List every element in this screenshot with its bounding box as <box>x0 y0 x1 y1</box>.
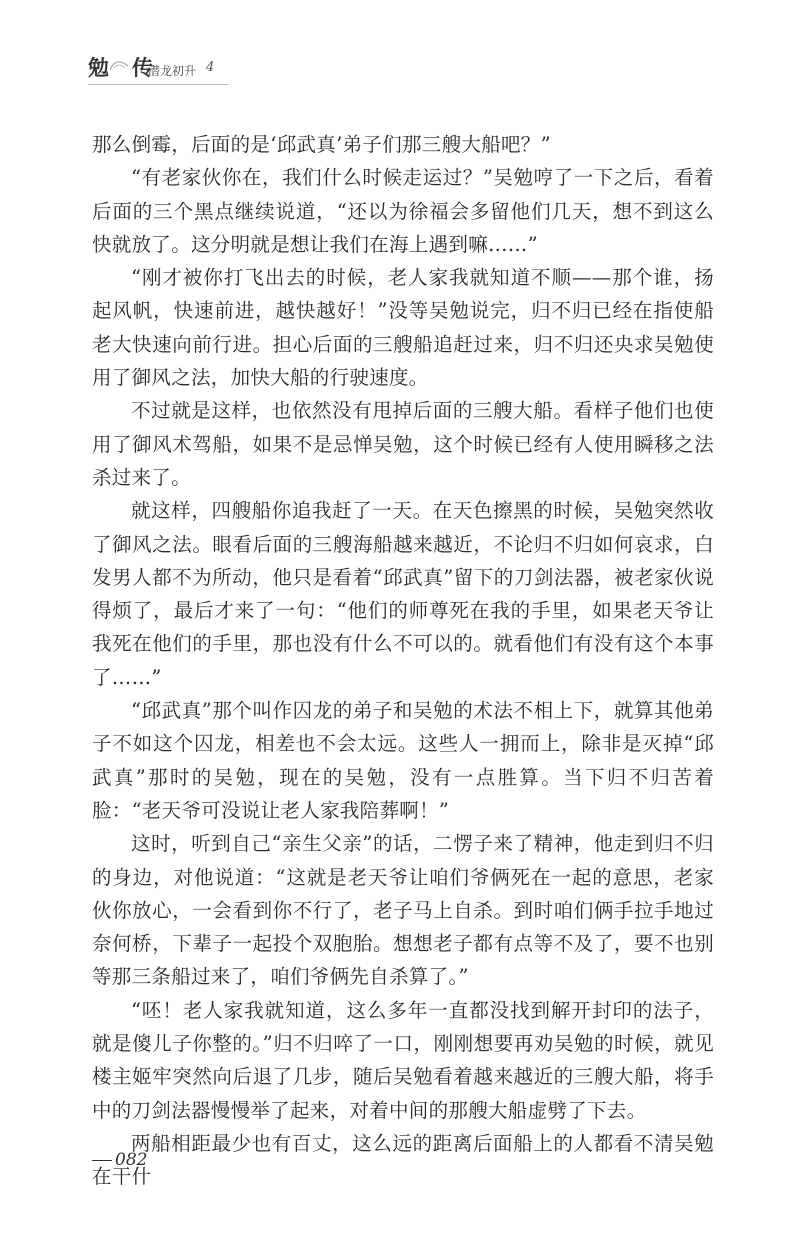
paragraph: 就这样，四艘船你追我赶了一天。在天色擦黑的时候，吴勉突然收了御风之法。眼看后面的三艘海船越来越近，不论归不归如何哀求，白发男人都不为所动，他只是看着“邱武真”留下的刀剑法器，被老家伙说得烦了，最后才来了一句：“他们的师尊死在我的手里，如果老天爷让我死在他们的手里，那也没有什么不可以的。就看他们有没有这个本事了……” <box>92 499 714 689</box>
paragraph: “邱武真”那个叫作囚龙的弟子和吴勉的术法不相上下，就算其他弟子不如这个囚龙，相差也不会太远。这些人一拥而上，除非是灭掉“邱武真”那时的吴勉，现在的吴勉，没有一点胜算。当下归不归苦着脸：“老天爷可没说让老人家我陪葬啊！” <box>92 699 714 822</box>
folio-dash <box>92 1160 112 1161</box>
paragraph: “刚才被你打飞出去的时候，老人家我就知道不顺——那个谁，扬起风帆，快速前进，越快越好！”没等吴勉说完，归不归已经在指使船老大快速向前行进。担心后面的三艘船追赶过来，归不归还央求吴勉使用了御风之法，加快大船的行驶速度。 <box>92 266 714 390</box>
paragraph: “呸！老人家我就知道，这么多年一直都没找到解开封印的法子，就是傻儿子你整的。”归不归啐了一口，刚刚想要再劝吴勉的时候，就见楼主姬牢突然向后退了几步，随后吴勉看着越来越近的三艘大船，将手中的刀剑法器慢慢举了起来，对着中间的那艘大船虚劈了下去。 <box>92 998 714 1122</box>
paragraph: “有老家伙你在，我们什么时候走运过？”吴勉哼了一下之后，看着后面的三个黑点继续说道，“还以为徐福会多留他们几天，想不到这么快就放了。这分明就是想让我们在海上遇到嘛……” <box>92 166 714 256</box>
header-volume-mark: 4 <box>206 60 215 75</box>
decorative-flourish-icon <box>108 56 130 74</box>
paragraph: 两船相距最少也有百丈，这么远的距离后面船上的人都看不清吴勉在干什 <box>92 1131 714 1189</box>
header-rule <box>88 84 228 85</box>
page-number-value: 082 <box>115 1150 148 1170</box>
running-header <box>88 48 248 92</box>
paragraph: 这时，听到自己“亲生父亲”的话，二愣子来了精神，他走到归不归的身边，对他说道：“这就是老天爷让咱们爷俩死在一起的意思，老家伙你放心，一会看到你不行了，老子马上自杀。到时咱们俩手拉手地过奈何桥，下辈子一起投个双胞胎。想想老子都有点等不及了，要不也别等那三条船过来了，咱们爷俩先自杀算了。” <box>92 832 714 989</box>
body-text <box>92 128 714 1194</box>
header-subtitle: 潜龙初升 <box>148 64 197 78</box>
page-number <box>92 1150 147 1170</box>
paragraph: 不过就是这样，也依然没有甩掉后面的三艘大船。看样子他们也使用了御风术驾船，如果不是忌惮吴勉，这个时候已经有人使用瞬移之法杀过来了。 <box>92 399 714 489</box>
paragraph-continued: 那么倒霉，后面的是‘邱武真’弟子们那三艘大船吧？” <box>92 133 551 156</box>
header-title-char-2: 传 <box>132 55 153 80</box>
header-title-char-1: 勉 <box>88 55 109 80</box>
